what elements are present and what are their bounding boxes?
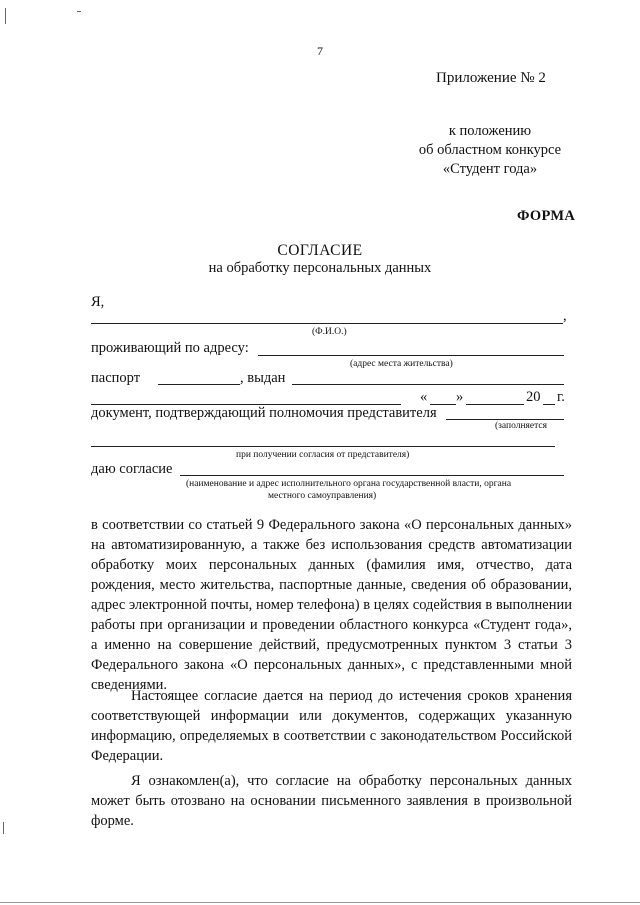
year-prefix: 20 (526, 389, 541, 405)
consent-label: даю согласие (91, 461, 173, 477)
address-blank-line[interactable] (258, 355, 564, 356)
ya-label: Я, (91, 294, 105, 310)
reference-line: «Студент года» (442, 161, 538, 177)
scan-edge-mark (77, 11, 81, 12)
passport-number-blank-line[interactable] (158, 384, 240, 385)
appendix-label: Приложение № 2 (436, 70, 546, 86)
document-subtitle: на обработку персональных данных (208, 260, 432, 276)
consent-body-paragraph: в соответствии со статьей 9 Федерального закона «О персональных данных» на автоматизированную, а также без использования средств автоматизации обработку моих персональных данных (фамилия имя, отчество, дата рождения, место жительства, паспортные данные, сведения об образовании, адрес электронной почты, номер телефона) в целях содействия в выполнении работы при организации и проведении областного конкурса «Студент года», а именно на совершение действий, предусмотренных пунктом 3 статьи 3 Федерального закона «О персональных данных», с представленными мной сведениями. (91, 517, 572, 693)
year-blank-line[interactable] (543, 404, 555, 405)
scan-edge-mark (5, 8, 6, 24)
representative-fill-hint: (заполняется (495, 421, 547, 431)
page-number: 7 (317, 44, 323, 58)
fio-blank-line[interactable] (91, 323, 563, 324)
reference-line: об областном конкурсе (418, 142, 562, 158)
month-blank-line[interactable] (466, 404, 524, 405)
passport-label: паспорт (91, 370, 141, 386)
issued-label: , выдан (240, 370, 286, 386)
scan-edge-mark (0, 902, 640, 903)
year-suffix: г. (557, 389, 565, 405)
document-title: СОГЛАСИЕ (277, 242, 363, 259)
representative-doc-blank-line[interactable] (446, 419, 564, 420)
authority-hint-continued: местного самоуправления) (268, 491, 377, 501)
scan-edge-mark (3, 822, 4, 834)
date-close-quote: » (456, 389, 464, 405)
consent-withdrawal-paragraph: Я ознакомлен(а), что согласие на обработку персональных данных может быть отозвано на основании письменного заявления в произвольной форме. (91, 773, 572, 829)
address-label: проживающий по адресу: (91, 340, 249, 356)
representative-hint: при получении согласия от представителя) (236, 450, 410, 460)
fio-comma: , (563, 308, 567, 324)
authority-hint: (наименование и адрес исполнительного органа государственной власти, органа (186, 479, 512, 489)
consent-period-paragraph: Настоящее согласие дается на период до истечения сроков хранения соответствующей информации или документов, содержащих указанную информацию, определяемых в соответствии с законодательством Российской Федерации. (91, 688, 572, 764)
issued-by-blank-line[interactable] (292, 384, 564, 385)
authority-blank-line[interactable] (180, 475, 564, 476)
date-open-quote: « (420, 389, 428, 405)
representative-doc-label: документ, подтверждающий полномочия представителя (91, 405, 437, 421)
reference-line: к положению (448, 123, 532, 139)
regulation-reference (390, 122, 590, 179)
fio-hint: (Ф.И.О.) (312, 327, 347, 337)
form-label: ФОРМА (517, 208, 576, 224)
address-hint: (адрес места жительства) (350, 359, 453, 369)
representative-continuation-line[interactable] (91, 446, 555, 447)
